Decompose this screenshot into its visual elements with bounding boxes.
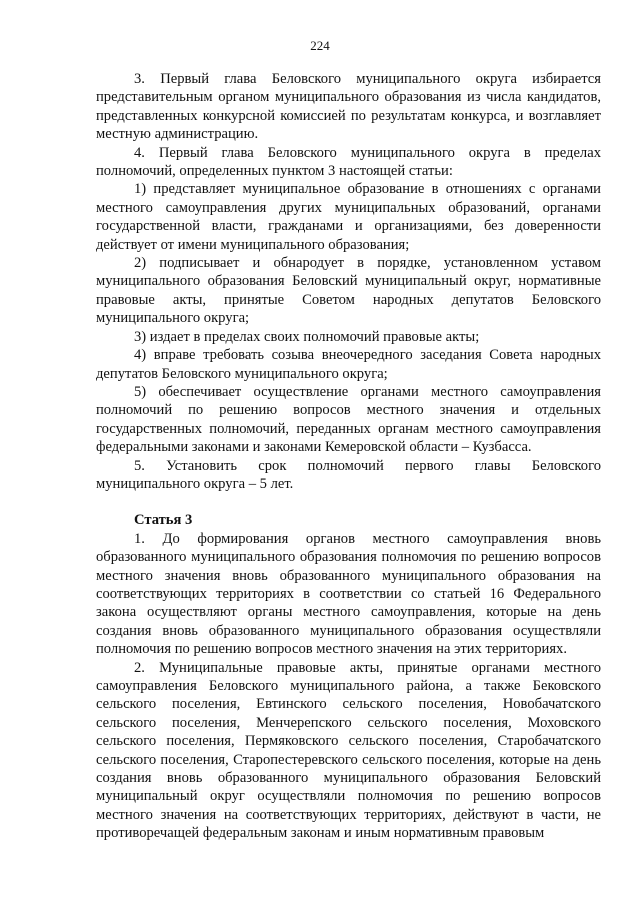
article3-point-1: 1. До формирования органов местного самоуправления вновь образованного муниципального образования полномочия по решению вопросов местного значения вновь образованного муниципального образования на соответствующих территориях в соответствии со статьей 16 Федерального закона осуществляют органы местного самоуправления, которые на день создания вновь образованного муниципального образования осуществляли полномочия по решению вопросов местного значения на этих территориях. [96,530,601,658]
subpoint-2: 2) подписывает и обнародует в порядке, установленном уставом муниципального образования Беловский муниципальный округ, нормативные правовые акты, принятые Советом народных депутатов Беловского муниципального округа; [96,255,601,327]
paragraph-point-3: 3. Первый глава Беловского муниципального округа избирается представительным органом муниципального образования из числа кандидатов, представленных конкурсной комиссией по результатам конкурса, и возглавляет местную администрацию. [96,71,601,143]
document-body [96,70,601,843]
article-heading: Статья 3 [134,512,193,529]
subpoint-1: 1) представляет муниципальное образование в отношениях с органами местного самоуправления других муниципальных образований, органами государственной власти, гражданами и организациями, без доверенности действует от имени муниципального образования; [96,181,601,253]
article3-point-2: 2. Муниципальные правовые акты, принятые органами местного самоуправления Беловского муниципального района, а также Бековского сельского поселения, Евтинского сельского поселения, Новобачатского сельского поселения, Менчерепского сельского поселения, Моховского сельского поселения, Пермяковского сельского поселения, Старобачатского сельского поселения, Старопестеревского сельского поселения, которые на день создания вновь образованного муниципального образования Беловский муниципальный округ осуществляли полномочия по решению вопросов местного значения на соответствующих территориях, действуют в части, не противоречащей федеральным законам и иным нормативным правовым [96,659,601,842]
subpoint-5: 5) обеспечивает осуществление органами местного самоуправления полномочий по решению вопросов местного значения и отдельных государственных полномочий, переданных органам местного самоуправления федеральными законами и законами Кемеровской области – Кузбасса. [96,383,601,456]
subpoint-3: 3) издает в пределах своих полномочий правовые акты; [134,328,480,345]
paragraph-point-5: 5. Установить срок полномочий первого главы Беловского муниципального округа – 5 лет. [96,457,601,492]
subpoint-4: 4) вправе требовать созыва внеочередного заседания Совета народных депутатов Беловского муниципального округа; [96,347,601,382]
paragraph-point-4: 4. Первый глава Беловского муниципального округа в пределах полномочий, определенных пунктом 3 настоящей статьи: [96,144,601,180]
page-number: 224 [310,38,330,53]
